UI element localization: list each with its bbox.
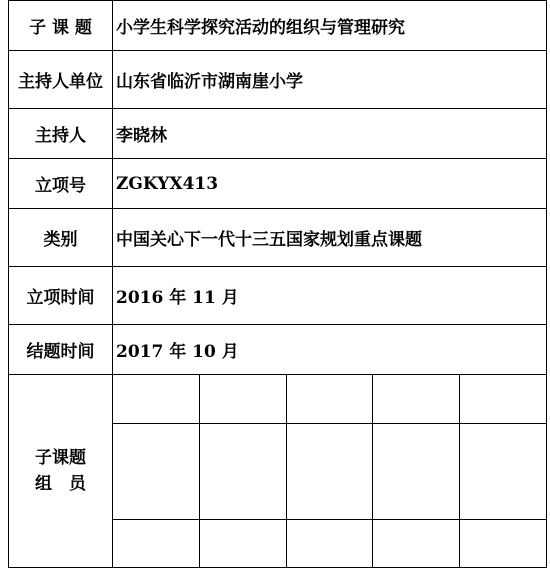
member-cell <box>373 423 460 519</box>
members-grid-row <box>113 519 546 567</box>
label-start-date: 立项时间 <box>9 267 113 325</box>
member-cell <box>200 375 287 423</box>
row-project-number <box>9 159 547 209</box>
member-cell <box>459 375 546 423</box>
label-members <box>9 375 113 568</box>
project-info-table <box>8 0 547 568</box>
row-start-date <box>9 267 547 325</box>
member-cell <box>286 375 373 423</box>
member-cell <box>459 423 546 519</box>
label-members-line2: 组 员 <box>35 474 86 494</box>
row-end-date <box>9 325 547 375</box>
members-grid <box>113 375 546 567</box>
value-host: 李晓林 <box>113 109 547 159</box>
value-category: 中国关心下一代十三五国家规划重点课题 <box>113 209 547 267</box>
member-cell <box>286 423 373 519</box>
member-cell <box>373 375 460 423</box>
value-start-date: 2016 年 11 月 <box>113 267 547 325</box>
label-project-number: 立项号 <box>9 159 113 209</box>
label-end-date: 结题时间 <box>9 325 113 375</box>
row-members <box>9 375 547 568</box>
row-subproject <box>9 1 547 51</box>
member-cell <box>113 423 200 519</box>
label-host-unit: 主持人单位 <box>9 51 113 109</box>
row-host-unit <box>9 51 547 109</box>
members-grid-row <box>113 423 546 519</box>
label-category: 类别 <box>9 209 113 267</box>
row-host <box>9 109 547 159</box>
member-cell <box>113 375 200 423</box>
row-category <box>9 209 547 267</box>
member-cell <box>373 519 460 567</box>
value-project-number: ZGKYX413 <box>113 159 547 209</box>
label-members-line1: 子课题 <box>35 448 86 468</box>
value-host-unit: 山东省临沂市湖南崖小学 <box>113 51 547 109</box>
value-subproject: 小学生科学探究活动的组织与管理研究 <box>113 1 547 51</box>
member-cell <box>200 423 287 519</box>
members-grid-cell <box>113 375 547 568</box>
project-info-form <box>8 0 546 568</box>
member-cell <box>113 519 200 567</box>
member-cell <box>286 519 373 567</box>
members-grid-row <box>113 375 546 423</box>
member-cell <box>459 519 546 567</box>
member-cell <box>200 519 287 567</box>
label-host: 主持人 <box>9 109 113 159</box>
label-subproject: 子 课 题 <box>9 1 113 51</box>
value-end-date: 2017 年 10 月 <box>113 325 547 375</box>
